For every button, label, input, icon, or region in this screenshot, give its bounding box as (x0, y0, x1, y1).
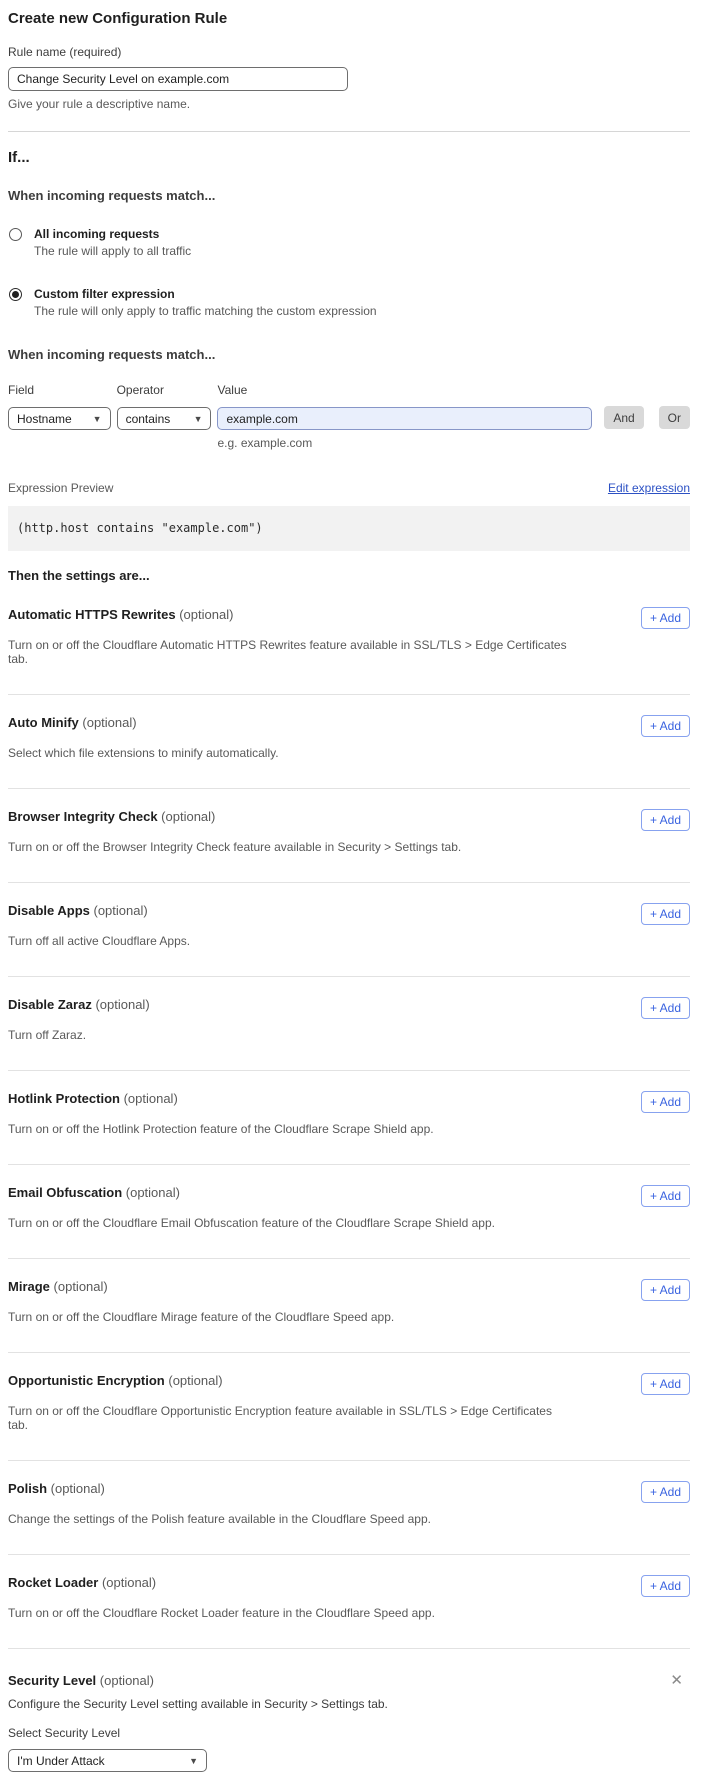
setting-row (8, 1071, 690, 1165)
setting-name: Polish (8, 1481, 48, 1496)
chevron-down-icon: ▼ (193, 413, 203, 424)
add-setting-button[interactable]: + Add (641, 1185, 690, 1207)
chevron-down-icon: ▼ (92, 413, 102, 424)
filter-builder-heading: When incoming requests match... (8, 347, 216, 362)
setting-description: Turn on or off the Cloudflare Email Obfuscation feature of the Cloudflare Scrape Shield app. (8, 1216, 495, 1230)
setting-optional-tag: (optional) (53, 1279, 108, 1294)
security-level-select[interactable] (8, 1749, 207, 1772)
radio-label: Custom filter expression (34, 287, 175, 301)
setting-optional-tag: (optional) (99, 1673, 154, 1688)
setting-name: Opportunistic Encryption (8, 1373, 165, 1388)
setting-optional-tag: (optional) (123, 1091, 178, 1106)
or-button[interactable]: Or (659, 406, 690, 429)
close-icon[interactable]: ✕ (670, 1672, 683, 1689)
setting-row (8, 1555, 690, 1649)
add-setting-button[interactable]: + Add (641, 1373, 690, 1395)
setting-optional-tag: (optional) (50, 1481, 105, 1496)
setting-description: Turn on or off the Hotlink Protection feature of the Cloudflare Scrape Shield app. (8, 1122, 434, 1136)
setting-description: Turn on or off the Cloudflare Automatic HTTPS Rewrites feature available in SSL/TLS > Edge Certificates tab. (8, 638, 567, 666)
setting-description: Change the settings of the Polish feature available in the Cloudflare Speed app. (8, 1512, 431, 1526)
add-setting-button[interactable]: + Add (641, 997, 690, 1019)
radio-all-incoming-requests[interactable] (8, 227, 690, 258)
value-label: Value (217, 383, 248, 397)
add-setting-button[interactable]: + Add (641, 715, 690, 737)
page-title: Create new Configuration Rule (8, 10, 228, 27)
rule-name-input[interactable] (8, 67, 348, 91)
section-divider (8, 131, 690, 132)
add-setting-button[interactable]: + Add (641, 809, 690, 831)
setting-description: Select which file extensions to minify automatically. (8, 746, 279, 760)
radio-description: The rule will apply to all traffic (34, 244, 192, 258)
setting-optional-tag: (optional) (101, 1575, 157, 1590)
setting-name: Email Obfuscation (8, 1185, 123, 1200)
setting-description: Turn on or off the Browser Integrity Check feature available in Security > Settings tab. (8, 840, 462, 854)
add-setting-button[interactable]: + Add (641, 1575, 690, 1597)
add-setting-button[interactable]: + Add (641, 607, 690, 629)
operator-select[interactable] (117, 407, 212, 430)
select-security-level-label: Select Security Level (8, 1726, 121, 1740)
expression-preview-header (8, 481, 690, 495)
setting-optional-tag: (optional) (93, 903, 148, 918)
if-heading: If... (8, 149, 30, 166)
chevron-down-icon: ▼ (189, 1755, 198, 1766)
setting-optional-tag: (optional) (125, 1185, 180, 1200)
setting-optional-tag: (optional) (95, 997, 150, 1012)
setting-name: Hotlink Protection (8, 1091, 120, 1106)
setting-optional-tag: (optional) (179, 607, 234, 622)
value-input[interactable] (217, 407, 592, 430)
expression-preview-label: Expression Preview (8, 481, 114, 495)
setting-row (8, 883, 690, 977)
setting-row (8, 977, 690, 1071)
edit-expression-link[interactable]: Edit expression (607, 481, 690, 495)
setting-row (8, 1461, 690, 1555)
setting-row (8, 1353, 690, 1461)
radio-button-icon[interactable] (9, 228, 22, 241)
setting-name: Disable Zaraz (8, 997, 92, 1012)
field-select[interactable] (8, 407, 111, 430)
add-setting-button[interactable]: + Add (641, 1091, 690, 1113)
field-select-value: Hostname (17, 411, 72, 426)
operator-label: Operator (116, 383, 164, 397)
setting-row (8, 695, 690, 789)
setting-name: Auto Minify (8, 715, 79, 730)
setting-name: Automatic HTTPS Rewrites (8, 607, 176, 622)
setting-name: Security Level (8, 1673, 97, 1688)
setting-name: Disable Apps (8, 903, 90, 918)
setting-row (8, 1165, 690, 1259)
security-level-select-value: I'm Under Attack (17, 1753, 105, 1768)
security-level-description: Configure the Security Level setting available in Security > Settings tab. (8, 1697, 388, 1711)
setting-name: Mirage (8, 1279, 50, 1294)
setting-optional-tag: (optional) (161, 809, 216, 824)
setting-row (8, 1259, 690, 1353)
operator-select-value: contains (125, 411, 171, 426)
request-match-radio-group (8, 227, 690, 318)
add-setting-button[interactable]: + Add (641, 1481, 690, 1503)
setting-row (8, 789, 690, 883)
then-settings-heading: Then the settings are... (8, 568, 150, 583)
radio-custom-filter-expression[interactable] (8, 287, 690, 318)
radio-label: All incoming requests (34, 227, 160, 241)
radio-button-icon[interactable] (9, 288, 22, 301)
add-setting-button[interactable]: + Add (641, 903, 690, 925)
setting-description: Turn off Zaraz. (8, 1028, 87, 1042)
setting-optional-tag: (optional) (82, 715, 137, 730)
add-setting-button[interactable]: + Add (641, 1279, 690, 1301)
settings-list (8, 587, 690, 1649)
rule-name-label: Rule name (required) (8, 45, 122, 59)
rule-name-help: Give your rule a descriptive name. (8, 97, 191, 111)
setting-row (8, 587, 690, 695)
radio-description: The rule will only apply to traffic matching the custom expression (34, 304, 377, 318)
security-level-row (8, 1649, 690, 1772)
incoming-requests-heading: When incoming requests match... (8, 188, 216, 203)
value-help: e.g. example.com (217, 436, 313, 450)
setting-name: Browser Integrity Check (8, 809, 158, 824)
and-button[interactable]: And (604, 406, 643, 429)
setting-description: Turn on or off the Cloudflare Rocket Loader feature in the Cloudflare Speed app. (8, 1606, 435, 1620)
setting-name: Rocket Loader (8, 1575, 99, 1590)
filter-builder-row (8, 383, 690, 450)
setting-description: Turn on or off the Cloudflare Opportunistic Encryption feature available in SSL/TLS > Edge Certificates tab. (8, 1404, 552, 1432)
expression-preview-box (8, 506, 690, 551)
setting-optional-tag: (optional) (168, 1373, 223, 1388)
rule-name-section (8, 45, 690, 111)
setting-description: Turn on or off the Cloudflare Mirage feature of the Cloudflare Speed app. (8, 1310, 395, 1324)
field-label: Field (8, 383, 35, 397)
expression-code: (http.host contains "example.com") (17, 521, 263, 535)
setting-description: Turn off all active Cloudflare Apps. (8, 934, 191, 948)
